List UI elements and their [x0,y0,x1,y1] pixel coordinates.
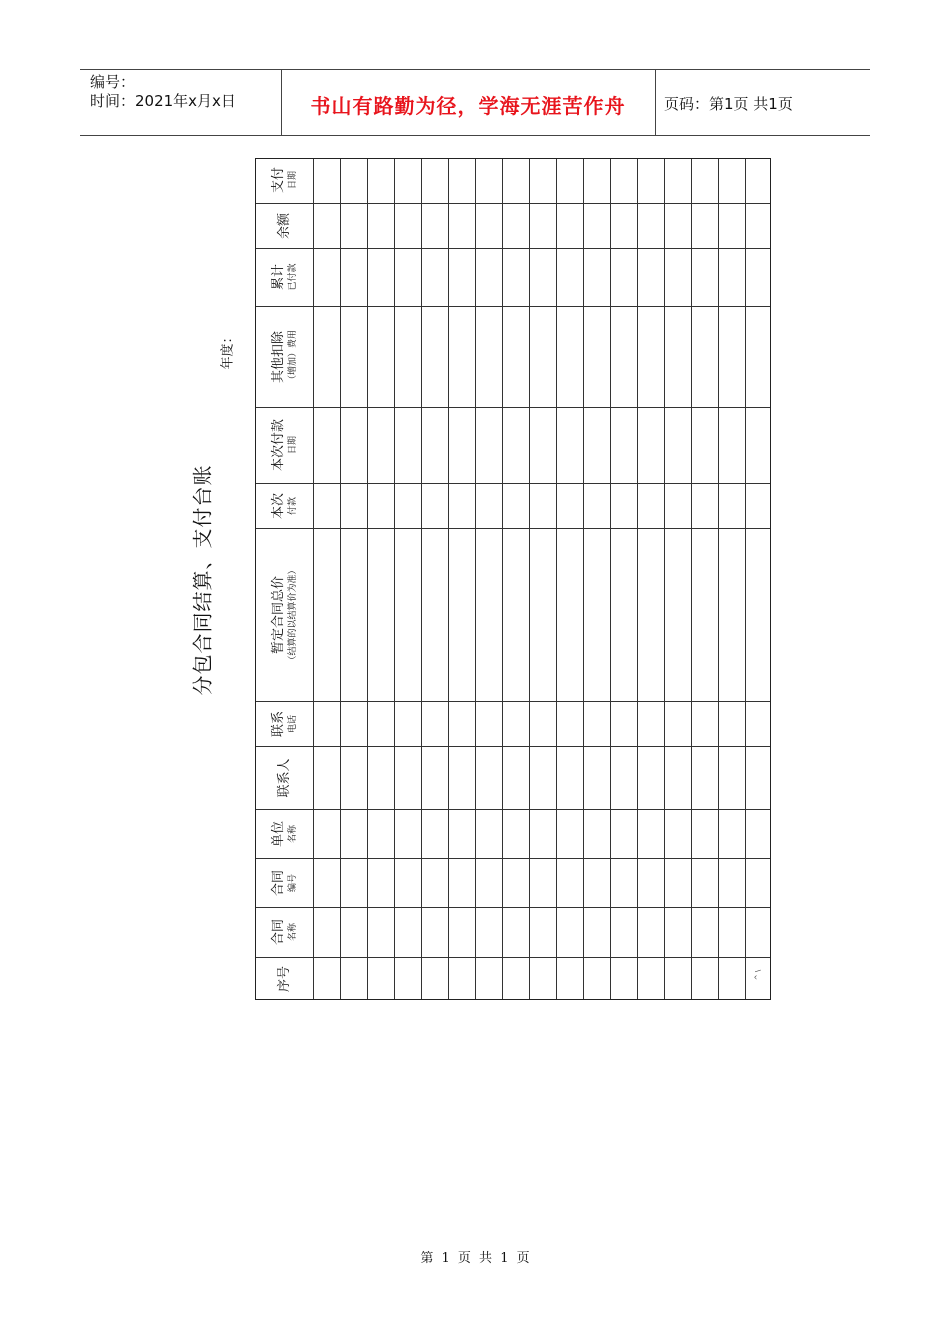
column-header-main: 联系 [270,710,286,737]
row-divider [448,159,449,999]
field-divider [256,203,770,204]
column-header [277,212,293,238]
field-divider [256,306,770,307]
column-header [271,869,299,895]
column-header-sub: 已付款 [287,263,298,291]
column-header-main: 联系人 [276,757,292,798]
column-header-main: 单位 [270,820,286,847]
row-divider [610,159,611,999]
ledger-title: 分包合同结算、支付台账 [190,464,215,696]
column-header [271,167,299,193]
column-header [277,758,293,797]
column-header-main: 累计 [270,263,286,291]
column-header [271,919,299,945]
column-header-sub: 名称 [287,824,298,843]
row-divider [718,159,719,999]
column-header [271,565,299,664]
column-header-main: 合同 [270,918,286,946]
year-label: 年度： [220,330,236,370]
row-divider [367,159,368,999]
column-header-main: 合同 [270,869,286,896]
row-divider [691,159,692,999]
column-header [271,263,299,290]
column-header [271,419,299,471]
field-divider [256,407,770,408]
header-separator [313,159,314,999]
field-divider [256,528,770,529]
time-label: 时间：2021年x月x日 [90,92,236,110]
column-header-main: 余额 [276,212,292,239]
column-header [277,966,293,992]
row-divider [664,159,665,999]
column-header-sub: 日期 [287,435,298,455]
column-header-sub: 编号 [287,873,298,892]
column-header-sub: 日期 [287,170,298,190]
field-divider [256,483,770,484]
column-header [271,710,299,736]
column-header-sub: 电话 [287,714,298,733]
field-divider [256,858,770,859]
motto: 书山有路勤为径，学海无涯苦作舟 [310,94,626,118]
column-header-main: 序号 [276,965,292,993]
field-divider [256,907,770,908]
column-header-main: 暂定合同总价 [270,575,286,654]
corner-mark: ^ \ [754,969,763,981]
row-divider [475,159,476,999]
column-header [271,329,299,383]
column-header-sub: 付款 [287,496,298,515]
doc-number-label: 编号： [90,73,136,91]
field-divider [256,248,770,249]
column-header-main: 其他扣除 [270,330,286,383]
row-divider [745,159,746,999]
column-header-sub: （增加）费用 [287,329,298,384]
ledger-table [255,158,771,1000]
column-header-main: 本次付款 [270,418,286,472]
column-header-sub: 名称 [287,922,298,942]
field-divider [256,809,770,810]
column-header [271,492,299,518]
header-top-rule [80,69,870,70]
field-divider [256,701,770,702]
row-divider [556,159,557,999]
header-bottom-rule [80,135,870,136]
row-divider [637,159,638,999]
field-divider [256,746,770,747]
row-divider [529,159,530,999]
column-header [271,820,299,846]
column-header-main: 本次 [270,492,286,519]
row-divider [583,159,584,999]
row-divider [340,159,341,999]
field-divider [256,957,770,958]
column-header-main: 支付 [270,166,286,194]
page-info: 页码：第1页 共1页 [664,95,793,113]
column-header-sub: （结算的以结算价为准） [287,564,298,665]
header-divider-right [655,69,656,135]
row-divider [394,159,395,999]
row-divider [421,159,422,999]
page-footer: 第 1 页 共 1 页 [420,1251,530,1266]
row-divider [502,159,503,999]
